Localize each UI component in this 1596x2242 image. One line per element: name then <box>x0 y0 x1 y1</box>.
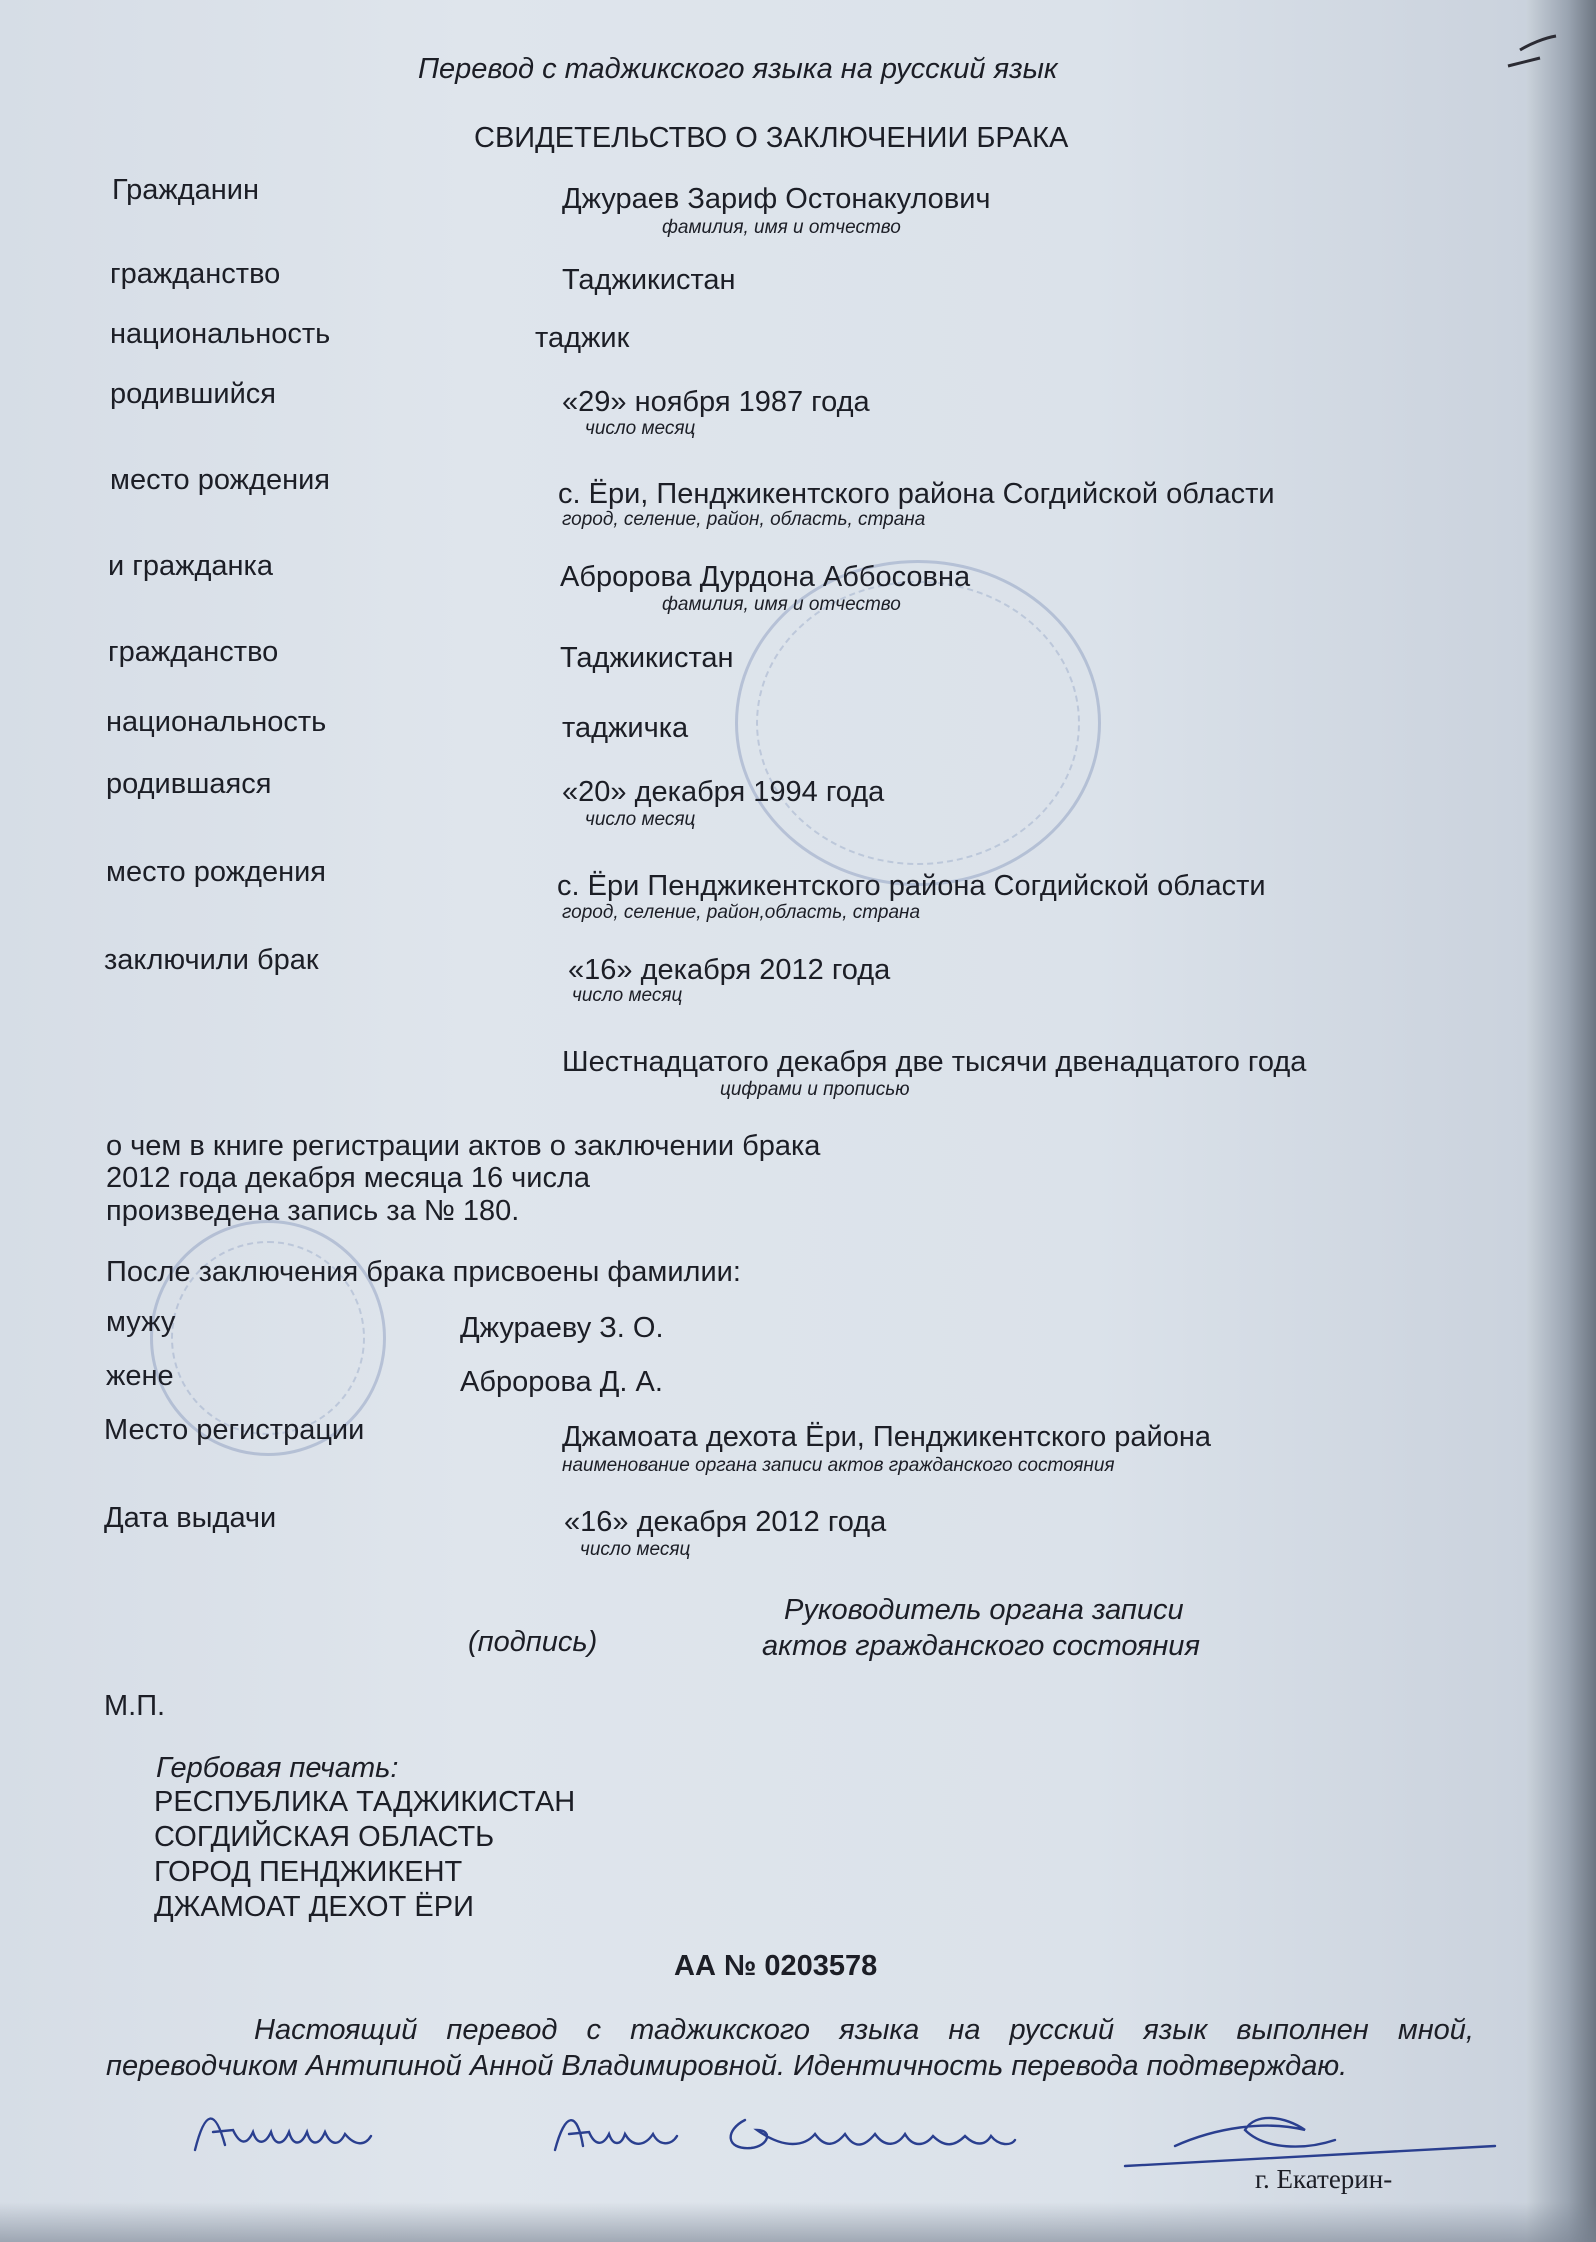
surnames-heading: После заключения брака присвоены фамилии: <box>106 1256 741 1288</box>
signature-note: (подпись) <box>468 1626 598 1658</box>
registration-place-hint: наименование органа записи актов гражданского состояния <box>562 1455 1115 1476</box>
wife-label: и гражданка <box>108 550 274 582</box>
husband-citizenship: Таджикистан <box>562 264 736 296</box>
husband-citizenship-label: гражданство <box>110 258 281 290</box>
husband-born: «29» ноября 1987 года <box>562 386 870 418</box>
wife-nationality-label: национальность <box>106 706 327 738</box>
wife-name-hint: фамилия, имя и отчество <box>662 594 901 615</box>
husband-name-hint: фамилия, имя и отчество <box>662 217 901 238</box>
translation-note: Перевод с таджикского языка на русский язык <box>418 53 1058 85</box>
wife-birthplace: с. Ёри Пенджикентского района Согдийской области <box>557 870 1266 902</box>
surname-wife-value: Абророва Д. А. <box>460 1366 663 1398</box>
seal-line-2: СОГДИЙСКАЯ ОБЛАСТЬ <box>154 1821 495 1853</box>
record-line-1: о чем в книге регистрации актов о заключении брака <box>106 1130 821 1162</box>
seal-heading: Гербовая печать: <box>156 1752 399 1784</box>
corner-pencil-mark <box>1500 28 1570 78</box>
husband-nationality: таджик <box>535 322 630 354</box>
issue-date-value: «16» декабря 2012 года <box>564 1506 887 1538</box>
marriage-date: «16» декабря 2012 года <box>568 954 891 986</box>
document-title: СВИДЕТЕЛЬСТВО О ЗАКЛЮЧЕНИИ БРАКА <box>474 122 1069 154</box>
husband-label: Гражданин <box>112 174 260 206</box>
surname-wife-label: жене <box>106 1360 174 1392</box>
marriage-date-hint: число месяц <box>572 985 683 1006</box>
issue-date-hint: число месяц <box>580 1539 691 1560</box>
record-line-3: произведена запись за № 180. <box>106 1195 520 1227</box>
seal-line-1: РЕСПУБЛИКА ТАДЖИКИСТАН <box>154 1786 576 1818</box>
wife-name: Абророва Дурдона Аббосовна <box>560 561 971 593</box>
husband-nationality-label: национальность <box>110 318 331 350</box>
surname-husband-label: мужу <box>106 1306 176 1338</box>
husband-birthplace-hint: город, селение, район, область, страна <box>562 509 926 530</box>
stamp-fragment-city: г. Екатерин- <box>1255 2164 1393 2194</box>
certification-line-2: переводчиком Антипиной Анной Владимировной. Идентичность перевода подтверждаю. <box>106 2050 1348 2082</box>
husband-name: Джураев Зариф Остонакулович <box>562 183 991 215</box>
wife-citizenship: Таджикистан <box>560 642 734 674</box>
husband-birthplace-label: место рождения <box>110 464 331 496</box>
bottom-shadow <box>0 2202 1596 2242</box>
page-edge-shadow <box>1526 0 1596 2242</box>
wife-nationality: таджичка <box>562 712 689 744</box>
wife-birthplace-hint: город, селение, район,область, страна <box>562 902 921 923</box>
registration-place-label: Место регистрации <box>104 1414 365 1446</box>
husband-born-label: родившийся <box>110 378 277 410</box>
surname-husband-value: Джураеву З. О. <box>460 1312 664 1344</box>
head-title-line-1: Руководитель органа записи <box>784 1594 1184 1626</box>
record-line-2: 2012 года декабря месяца 16 числа <box>106 1162 591 1194</box>
husband-born-hint: число месяц <box>585 418 696 439</box>
mp-mark: М.П. <box>104 1690 166 1722</box>
certificate-serial: АА № 0203578 <box>674 1950 878 1982</box>
marriage-date-words-hint: цифрами и прописью <box>720 1079 910 1100</box>
seal-line-4: ДЖАМОАТ ДЕХОТ ЁРИ <box>154 1891 474 1923</box>
wife-birthplace-label: место рождения <box>106 856 327 888</box>
wife-born: «20» декабря 1994 года <box>562 776 885 808</box>
certification-line-1: Настоящий перевод с таджикского языка на русский язык выполнен мной, <box>254 2014 1474 2046</box>
marriage-date-words: Шестнадцатого декабря две тысячи двенадцатого года <box>562 1046 1307 1078</box>
seal-line-3: ГОРОД ПЕНДЖИКЕНТ <box>154 1856 463 1888</box>
registration-place-value: Джамоата дехота Ёри, Пенджикентского района <box>562 1421 1212 1453</box>
husband-birthplace: с. Ёри, Пенджикентского района Согдийской области <box>558 478 1275 510</box>
wife-born-hint: число месяц <box>585 809 696 830</box>
issue-date-label: Дата выдачи <box>104 1502 277 1534</box>
head-title-line-2: актов гражданского состояния <box>762 1630 1200 1662</box>
wife-born-label: родившаяся <box>106 768 272 800</box>
wife-citizenship-label: гражданство <box>108 636 279 668</box>
marriage-label: заключили брак <box>104 944 319 976</box>
